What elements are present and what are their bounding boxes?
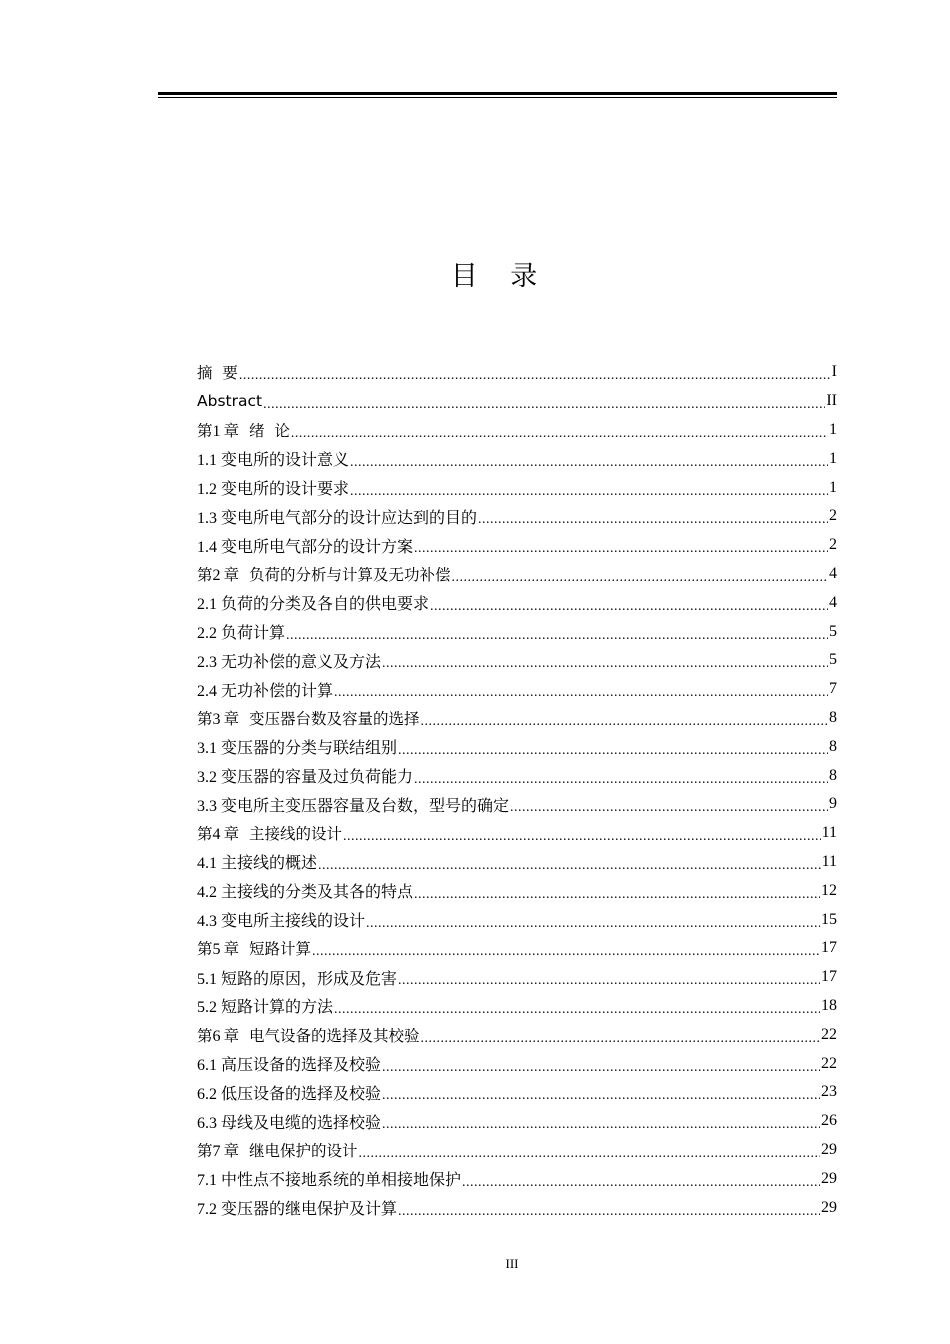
toc-entry-label (197, 1167, 461, 1190)
toc-entry-number: 1.4 (197, 538, 217, 556)
toc-entry-text: 变电所电气部分的设计应达到的目的 (221, 509, 478, 527)
toc-page-number: 26 (821, 1112, 837, 1130)
toc-dot-leader (398, 971, 820, 989)
toc-entry-text: 短路的原因，形成及危害 (221, 970, 398, 988)
toc-page-number: 12 (821, 881, 837, 899)
toc-chapter-prefix: 第 (197, 709, 213, 728)
toc-entry-label (197, 591, 429, 614)
toc-entry-text: 高压设备的选择及校验 (221, 1057, 382, 1075)
toc-page-number: 4 (829, 564, 837, 582)
toc-dot-leader (414, 539, 828, 557)
table-of-contents (197, 358, 837, 1222)
header-rule-thick (158, 92, 837, 95)
toc-page-number: 8 (829, 737, 837, 755)
toc-entry-number: 5.1 (197, 970, 217, 988)
toc-entry-text: 摘 要 (197, 364, 238, 383)
toc-page-number: 9 (829, 795, 837, 813)
toc-entry-label (197, 649, 381, 672)
toc-dot-leader (430, 597, 828, 615)
toc-entry-text: 主接线的概述 (221, 855, 318, 873)
page-number: III (505, 1256, 519, 1271)
toc-entry-text: 章 变压器台数及容量的选择 (223, 709, 420, 728)
toc-chapter-entry[interactable] (197, 1136, 837, 1165)
toc-entry-label (197, 908, 365, 931)
toc-page-number: 15 (821, 910, 837, 928)
toc-entry-text: 变电所的设计要求 (221, 481, 350, 499)
toc-chapter-entry[interactable] (197, 934, 837, 963)
toc-dot-leader (343, 827, 821, 845)
toc-chapter-prefix: 第 (197, 940, 213, 959)
toc-entry-text: 变电所主变压器容量及台数，型号的确定 (221, 797, 510, 815)
toc-entry-label (197, 392, 262, 410)
toc-section-entry[interactable] (197, 1107, 837, 1136)
toc-entry-number: 4.3 (197, 913, 217, 931)
toc-entry-number: 2.3 (197, 653, 217, 671)
toc-entry-text: 章 短路计算 (223, 940, 311, 959)
toc-section-entry[interactable] (197, 1078, 837, 1107)
toc-page-number: 1 (829, 420, 837, 438)
toc-entry-number: 2 (212, 566, 221, 584)
toc-page-number: 11 (821, 852, 837, 870)
toc-entry-text: 低压设备的选择及校验 (221, 1085, 382, 1103)
toc-page-number: 11 (821, 824, 837, 842)
toc-entry-number: 3.3 (197, 797, 217, 815)
toc-section-entry[interactable] (197, 473, 837, 502)
toc-entry-number: 6.3 (197, 1114, 217, 1132)
toc-page-number: 2 (829, 507, 837, 525)
toc-entry-text: 变压器的容量及过负荷能力 (221, 769, 414, 787)
toc-entry-text: 无功补偿的意义及方法 (221, 653, 382, 671)
toc-entry-label (197, 1139, 357, 1161)
toc-entry-label (197, 966, 397, 989)
toc-entry-text: 章 电气设备的选择及其校验 (223, 1026, 420, 1045)
toc-dot-leader (382, 1086, 820, 1104)
toc-entry-text: 母线及电缆的选择校验 (221, 1114, 382, 1132)
toc-page-number: 8 (829, 708, 837, 726)
toc-page-number: 4 (829, 593, 837, 611)
header-rule-thin (158, 97, 837, 98)
toc-entry-number: 1.2 (197, 481, 217, 499)
toc-entry-number: 4.2 (197, 884, 217, 902)
toc-dot-leader (462, 1173, 820, 1191)
toc-dot-leader (398, 741, 828, 759)
toc-page-number: 2 (829, 536, 837, 554)
toc-entry-label (197, 1052, 381, 1075)
toc-dot-leader (382, 654, 828, 672)
toc-entry-number: 6 (212, 1027, 221, 1045)
toc-section-entry[interactable] (197, 502, 837, 531)
toc-entry-number: 3 (212, 710, 221, 728)
toc-entry-number: 7.1 (197, 1172, 217, 1190)
toc-dot-leader (420, 1029, 820, 1047)
toc-section-entry[interactable] (197, 905, 837, 934)
toc-entry-number: 5 (212, 941, 221, 959)
toc-dot-leader (286, 626, 828, 644)
toc-entry-number: 7.2 (197, 1201, 217, 1218)
toc-entry-text: 无功补偿的计算 (221, 682, 334, 700)
toc-dot-leader (334, 683, 828, 701)
toc-entry-number: 6.1 (197, 1057, 217, 1075)
toc-page-number: 29 (821, 1169, 837, 1187)
toc-page-number: 7 (829, 680, 837, 698)
toc-entry-label (197, 850, 317, 873)
toc-dot-leader (350, 482, 828, 500)
toc-entry-text: 负荷的分类及各自的供电要求 (221, 596, 430, 614)
toc-entry-text: 负荷计算 (221, 625, 286, 643)
toc-dot-leader (350, 453, 828, 471)
toc-entry-text: 变压器的分类与联结组别 (221, 740, 398, 758)
toc-chapter-prefix: 第 (197, 1026, 213, 1045)
toc-page-number: 8 (829, 766, 837, 784)
toc-section-entry[interactable] (197, 1193, 837, 1222)
toc-chapter-entry[interactable] (197, 416, 837, 445)
toc-section-entry[interactable] (197, 617, 837, 646)
toc-entry-label (197, 505, 477, 528)
toc-entry-label (197, 879, 413, 902)
toc-entry-number: 3.2 (197, 769, 217, 787)
toc-entry-label (197, 563, 450, 585)
toc-entry-label (197, 822, 342, 844)
toc-dot-leader (312, 942, 820, 960)
toc-entry-number: 1 (212, 422, 221, 440)
toc-entry-text: 主接线的分类及其各的特点 (221, 884, 414, 902)
toc-entry-text: 变压器的继电保护及计算 (221, 1201, 398, 1218)
toc-chapter-prefix: 第 (197, 825, 213, 844)
toc-entry-label (197, 447, 349, 470)
toc-section-entry[interactable] (197, 1164, 837, 1193)
toc-entry-text: 章 负荷的分析与计算及无功补偿 (223, 565, 451, 584)
toc-entry-label (197, 1110, 381, 1133)
toc-section-entry[interactable] (197, 675, 837, 704)
toc-dot-leader (382, 1115, 820, 1133)
toc-page-number: 1 (829, 478, 837, 496)
toc-dot-leader (291, 424, 828, 442)
toc-entry-number: 2.2 (197, 625, 217, 643)
toc-chapter-prefix: 第 (197, 421, 213, 440)
toc-entry-number: 1.1 (197, 452, 217, 470)
toc-entry-label (197, 764, 413, 787)
toc-page-number: 18 (821, 996, 837, 1014)
toc-dot-leader (239, 366, 831, 384)
toc-chapter-prefix: 第 (197, 565, 213, 584)
toc-section-entry[interactable] (197, 876, 837, 905)
toc-dot-leader (420, 712, 828, 730)
toc-entry-text: 章 绪 论 (223, 421, 290, 440)
toc-dot-leader (263, 395, 825, 413)
toc-section-entry[interactable] (197, 1049, 837, 1078)
toc-page-number: II (826, 392, 837, 410)
toc-dot-leader (398, 1202, 820, 1220)
toc-section-entry[interactable] (197, 992, 837, 1021)
toc-entry-label (197, 793, 509, 816)
toc-dot-leader (382, 1058, 820, 1076)
toc-entry-label (197, 707, 419, 729)
toc-dot-leader (510, 798, 828, 816)
toc-entry-text: 章 主接线的设计 (223, 825, 342, 844)
toc-entry-number: 5.2 (197, 999, 217, 1017)
toc-section-entry[interactable] (197, 588, 837, 617)
toc-entry-label (197, 994, 333, 1017)
toc-entry-number: 4 (212, 826, 221, 844)
toc-dot-leader (414, 885, 820, 903)
toc-chapter-entry[interactable] (197, 1020, 837, 1049)
toc-entry-label (197, 1081, 381, 1104)
toc-page-number: I (831, 363, 837, 381)
toc-section-entry[interactable] (197, 646, 837, 675)
toc-chapter-prefix: 第 (197, 1141, 213, 1160)
toc-entry-label (197, 678, 333, 701)
toc-chapter-entry[interactable] (197, 819, 837, 848)
toc-entry-text: 变电所电气部分的设计方案 (221, 538, 414, 556)
toc-section-entry[interactable] (197, 531, 837, 560)
toc-entry-number: 4.1 (197, 855, 217, 873)
toc-page-number: 17 (821, 939, 837, 957)
toc-entry-text: Abstract (197, 392, 263, 411)
toc-chapter-entry[interactable] (197, 704, 837, 733)
toc-entry-number: 7 (212, 1142, 221, 1160)
toc-dot-leader (478, 510, 828, 528)
toc-entry-label (197, 735, 397, 758)
toc-entry-label (197, 419, 290, 441)
toc-dot-leader (358, 1144, 820, 1162)
toc-entry-label (197, 361, 238, 383)
toc-section-entry[interactable] (197, 963, 837, 992)
toc-entry-number: 1.3 (197, 509, 217, 527)
toc-page-number: 23 (821, 1083, 837, 1101)
toc-page-number: 5 (829, 622, 837, 640)
toc-section-entry[interactable] (197, 444, 837, 473)
toc-section-entry[interactable] (197, 761, 837, 790)
toc-entry-number: 3.1 (197, 740, 217, 758)
toc-page-number: 5 (829, 651, 837, 669)
toc-page-number: 17 (821, 968, 837, 986)
toc-chapter-entry[interactable] (197, 560, 837, 589)
toc-entry-label (197, 620, 285, 643)
toc-entry-text: 变电所的设计意义 (221, 452, 350, 470)
toc-entry-label (197, 476, 349, 499)
toc-page-number: 22 (821, 1025, 837, 1043)
toc-entry-label (197, 1024, 419, 1046)
page-title: 目 录 (450, 261, 550, 292)
toc-entry-text: 短路计算的方法 (221, 999, 334, 1017)
toc-chapter-entry[interactable] (197, 358, 837, 387)
toc-entry-text: 变电所主接线的设计 (221, 913, 366, 931)
toc-dot-leader (334, 1000, 820, 1018)
toc-section-entry[interactable] (197, 848, 837, 877)
toc-section-entry[interactable] (197, 790, 837, 819)
toc-entry-number: 2.1 (197, 596, 217, 614)
toc-page-number: 29 (821, 1198, 837, 1216)
toc-entry-label (197, 534, 413, 557)
toc-page-number: 22 (821, 1054, 837, 1072)
toc-page-number: 1 (829, 449, 837, 467)
toc-entry-number: 2.4 (197, 682, 217, 700)
toc-dot-leader (318, 856, 821, 874)
toc-page-number: 29 (821, 1140, 837, 1158)
toc-dot-leader (451, 568, 828, 586)
toc-entry-text: 中性点不接地系统的单相接地保护 (221, 1172, 462, 1190)
toc-dot-leader (366, 914, 820, 932)
toc-entry-text: 章 继电保护的设计 (223, 1141, 358, 1160)
toc-entry-label (197, 1196, 397, 1219)
toc-entry-number: 6.2 (197, 1085, 217, 1103)
toc-dot-leader (414, 770, 828, 788)
toc-entry-label (197, 937, 311, 959)
toc-chapter-entry[interactable] (197, 387, 837, 416)
toc-section-entry[interactable] (197, 732, 837, 761)
